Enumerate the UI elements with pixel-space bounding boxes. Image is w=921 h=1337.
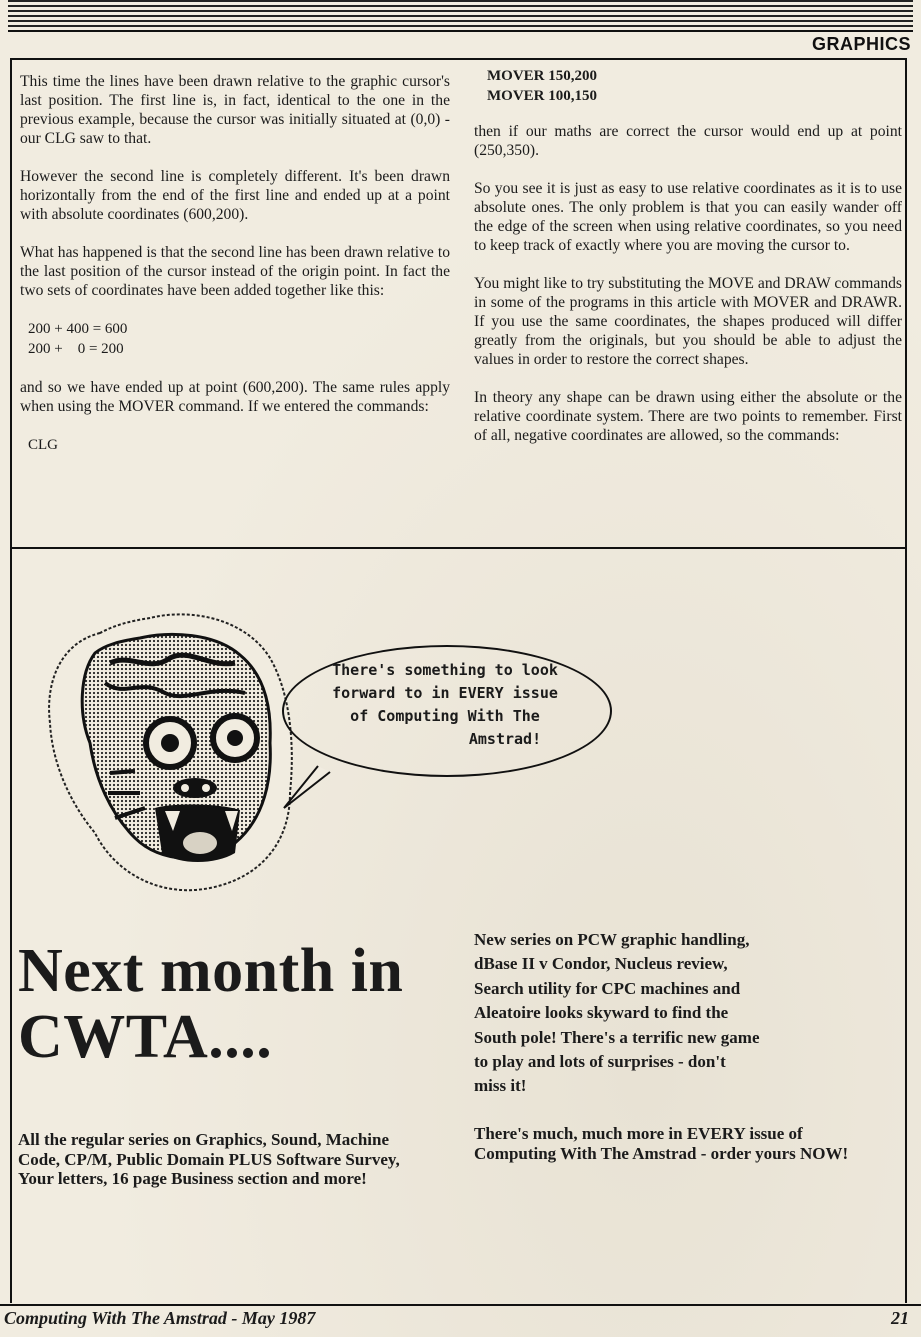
bubble-line: Amstrad! <box>468 730 542 748</box>
next-month-contents <box>474 928 874 1099</box>
contents-line: dBase II v Condor, Nucleus review, <box>474 954 728 974</box>
article-paragraph: In theory any shape can be drawn using either the absolute or the relative coordinate system. There are two points to remember. First of all, negative coordinates are allowed, so the commands: <box>474 389 902 444</box>
article-paragraph: then if our maths are correct the cursor would end up at point (250,350). <box>474 123 902 159</box>
bubble-line: forward to in EVERY issue <box>332 684 558 702</box>
bubble-line: of Computing With The <box>350 707 540 725</box>
footer-page-number: 21 <box>891 1308 909 1328</box>
article-left-column <box>20 72 450 474</box>
title-line: Next month in <box>18 937 404 1005</box>
title-line: CWTA.... <box>18 1003 273 1071</box>
section-label: GRAPHICS <box>811 34 911 54</box>
regular-series-text: All the regular series on Graphics, Sound, Machine Code, CP/M, Public Domain PLUS Software Survey, Your letters, 16 page Business section and more! <box>18 1130 400 1188</box>
sum-line: 200 + 0 = 200 <box>28 341 124 357</box>
contents-line: Search utility for CPC machines and <box>474 978 741 998</box>
order-now-text: There's much, much more in EVERY issue of Computing With The Amstrad - order yours NOW! <box>474 1124 849 1163</box>
code-line: MOVER 100,150 <box>487 88 597 104</box>
speech-bubble-tail-icon <box>278 760 338 820</box>
cartoon-monster-head-icon <box>40 603 300 903</box>
code-line: CLG <box>28 437 58 453</box>
article-right-column <box>474 66 902 464</box>
article-paragraph: This time the lines have been drawn relative to the graphic cursor's last position. The first line is, in fact, identical to the one in the previous example, because the cursor was initially situated at (0,0) - our CLG saw to that. <box>20 73 450 147</box>
contents-line: miss it! <box>474 1076 527 1096</box>
contents-line: Aleatoire looks skyward to find the <box>474 1003 729 1023</box>
code-line: MOVER 150,200 <box>487 68 597 84</box>
contents-line: to play and lots of surprises - don't <box>474 1052 726 1072</box>
footer-rule <box>0 1304 921 1306</box>
article-paragraph: So you see it is just as easy to use relative coordinates as it is to use absolute ones. The only problem is that you can easily wander off the edge of the screen when using relative coordinates, so you need to keep track of exactly where you are moving the cursor to. <box>474 180 902 254</box>
sum-line: 200 + 400 = 600 <box>28 321 128 337</box>
contents-line: South pole! There's a terrific new game <box>474 1027 760 1047</box>
speech-bubble-text <box>300 659 590 751</box>
header-stripes <box>8 0 913 32</box>
next-month-title <box>18 938 438 1070</box>
article-paragraph: However the second line is completely different. It's been drawn horizontally from the end of the first line and ended up at a point with absolute coordinates (600,200). <box>20 168 450 223</box>
footer-magazine-title: Computing With The Amstrad - May 1987 <box>4 1308 316 1328</box>
contents-line: New series on PCW graphic handling, <box>474 930 750 949</box>
bubble-line: There's something to look <box>332 661 558 679</box>
article-paragraph: What has happened is that the second line has been drawn relative to the last position of the cursor instead of the origin point. In fact the two sets of coordinates have been added together like this: <box>20 244 450 299</box>
article-paragraph: You might like to try substituting the MOVE and DRAW commands in some of the programs in this article with MOVER and DRAWR. If you use the same coordinates, the shapes produced will differ greatly from the originals, but you should be able to adjust the values in order to restore the correct shapes. <box>474 275 902 368</box>
article-box <box>10 58 907 549</box>
article-paragraph: and so we have ended up at point (600,200). The same rules apply when using the MOVER command. If we entered the commands: <box>20 379 450 415</box>
